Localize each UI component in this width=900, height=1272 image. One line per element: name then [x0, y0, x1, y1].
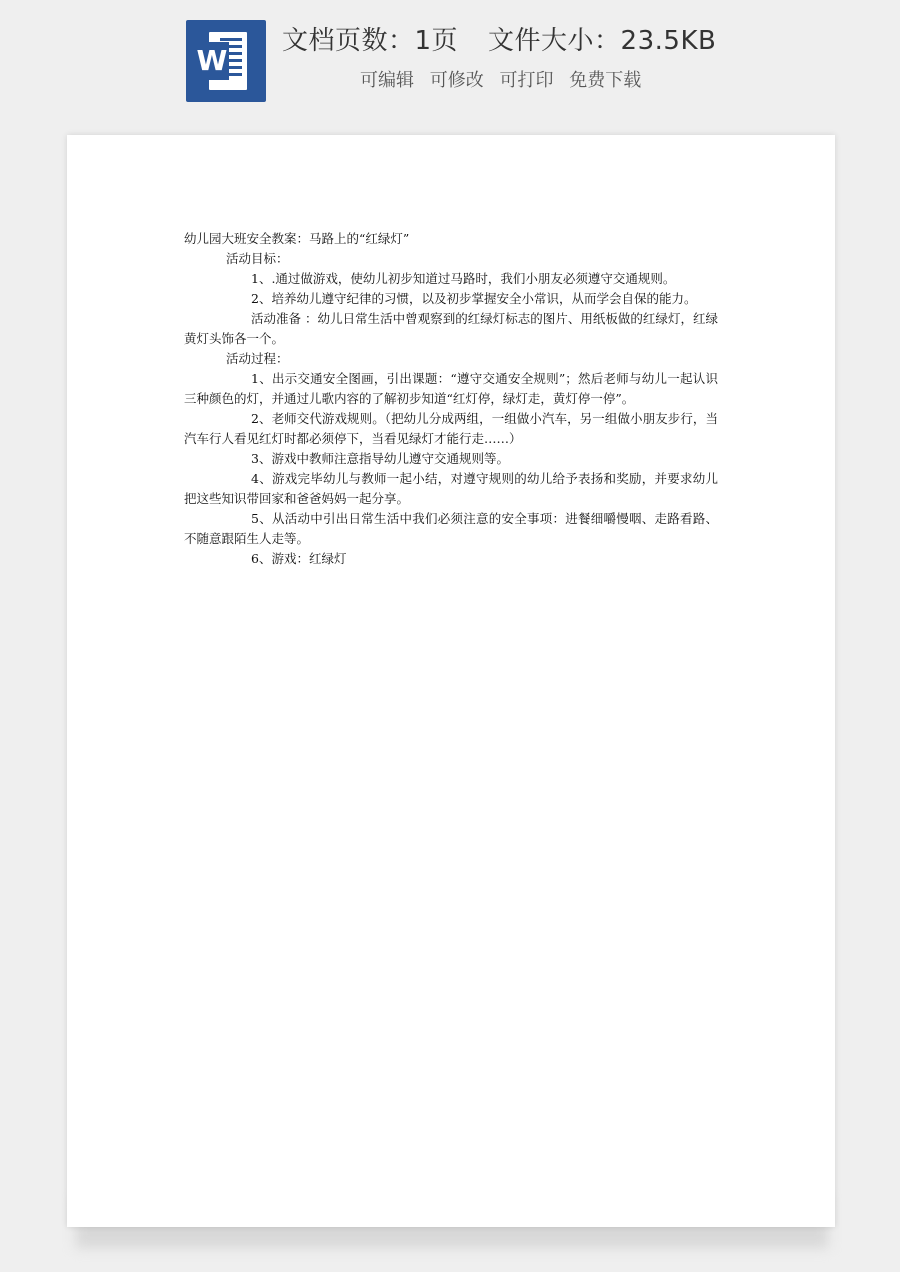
section-heading: 活动目标：: [226, 251, 289, 266]
paragraph: 1、出示交通安全图画，引出课题：“遵守交通安全规则”；然后老师与幼儿一起认识三种颜色的灯，并通过儿歌内容的了解初步知道“红灯停，绿灯走，黄灯停一停”。: [184, 371, 718, 406]
paragraph: 4、游戏完毕幼儿与教师一起小结，对遵守规则的幼儿给予表扬和奖励，并要求幼儿把这些知识带回家和爸爸妈妈一起分享。: [184, 471, 718, 506]
tag-modifiable: 可修改: [429, 70, 484, 91]
paragraph: 2、培养幼儿遵守纪律的习惯，以及初步掌握安全小常识，从而学会自保的能力。: [251, 291, 697, 306]
document-body: [184, 229, 718, 569]
tag-editable: 可编辑: [360, 70, 414, 91]
file-size-label: 文件大小：23.5KB: [488, 26, 717, 56]
paragraph: 1、.通过做游戏，使幼儿初步知道过马路时，我们小朋友必须遵守交通规则。: [251, 271, 676, 286]
paragraph: 3、游戏中教师注意指导幼儿遵守交通规则等。: [251, 451, 509, 466]
tag-free-download: 免费下载: [569, 70, 642, 91]
file-info: [282, 20, 716, 57]
feature-tags: [360, 66, 651, 92]
paragraph: 6、游戏：红绿灯: [251, 551, 347, 566]
word-document-icon: [186, 20, 266, 102]
tag-printable: 可打印: [499, 70, 554, 91]
word-letter: W: [195, 42, 229, 80]
document-title: 幼儿园大班安全教案：马路上的“红绿灯”: [184, 231, 410, 246]
download-header: [0, 0, 900, 120]
paragraph: 活动准备 ：幼儿日常生活中曾观察到的红绿灯标志的图片、用纸板做的红绿灯，红绿黄灯头饰各一个。: [184, 311, 718, 346]
section-heading: 活动过程：: [226, 351, 289, 366]
page-count-label: 文档页数：1页: [282, 26, 459, 56]
paragraph: 2、老师交代游戏规则。（把幼儿分成两组，一组做小汽车，另一组做小朋友步行，当汽车行人看见红灯时都必须停下，当看见绿灯才能行走……）: [184, 411, 718, 446]
paragraph: 5、从活动中引出日常生活中我们必须注意的安全事项：进餐细嚼慢咽、走路看路、不随意跟陌生人走等。: [184, 511, 718, 546]
